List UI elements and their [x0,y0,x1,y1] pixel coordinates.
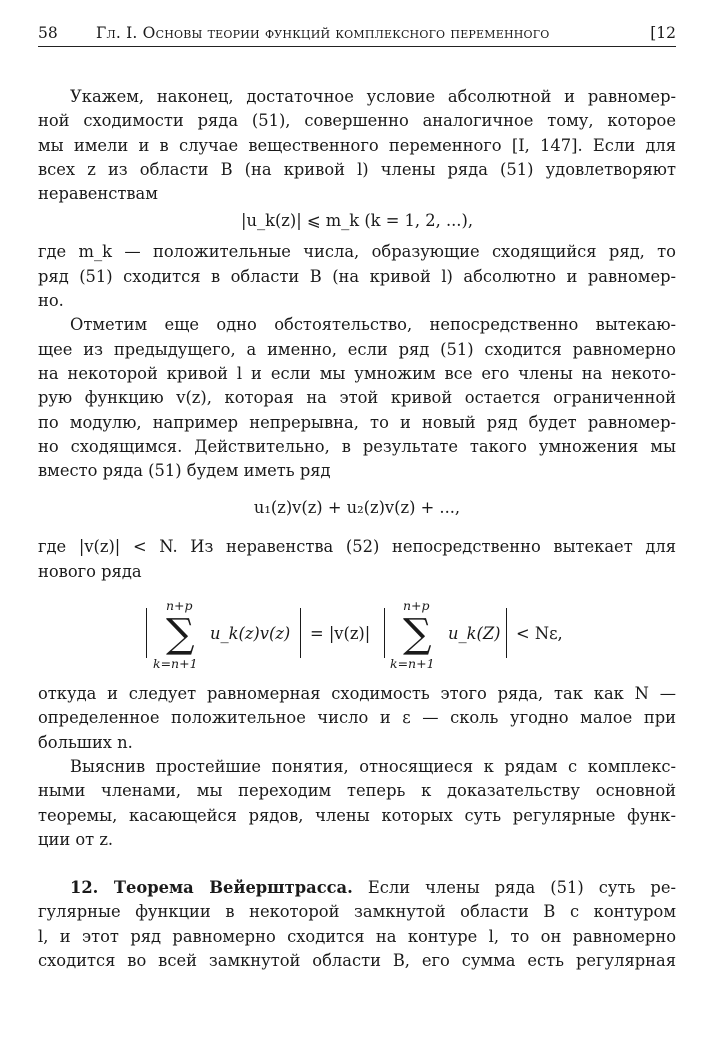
text-line: вместо ряда (51) будем иметь ряд [38,461,331,481]
section-heading: 12. Теорема Вейерштрасса. [70,878,353,898]
text-line: Выяснив простейшие понятия, относящиеся к рядам с комплекс- [70,756,676,776]
paragraph-3 [38,313,676,483]
sum-symbol: ∑ [166,611,195,658]
text-line: на некоторой кривой l и если мы умножим все его члены на некото- [38,363,676,383]
running-header [38,20,676,47]
formula-sum-estimate [38,588,676,680]
page-number: 58 [38,24,58,42]
text-line: но сходящимся. Действительно, в результате такого умножения мы [38,436,676,456]
section-12 [38,876,676,973]
paragraph-1 [38,85,676,206]
sum-lower-limit: k=n+1 [153,656,198,672]
sum-term: u_k(z)v(z) [210,624,291,644]
text-line: рую функцию v(z), которая на этой кривой остается ограниченной [38,388,676,408]
text-line: ной сходимости ряда (51), совершенно аналогичное тому, которое [38,111,676,131]
text-line: где |v(z)| < N. Из неравенства (52) непосредственно вытекает для [38,537,676,557]
text-line: Укажем, наконец, достаточное условие абсолютной и равномер- [70,87,676,106]
text-line: Отметим еще одно обстоятельство, непосредственно вытекаю- [70,315,676,335]
text-line: щее из предыдущего, а именно, если ряд (51) сходится равномерно [38,339,676,359]
paragraph-5 [38,682,676,755]
paragraph-2 [38,240,676,313]
section-first-line [38,876,676,900]
text-line: откуда и следует равномерная сходимость этого ряда, так как N — [38,684,676,704]
text-line: нового ряда [38,561,142,581]
abs-bar [300,608,301,658]
text-line: неравенствам [38,184,158,204]
formula-inequality: |u_k(z)| ⩽ m_k (k = 1, 2, ...), [240,211,474,231]
text-line: ряд (51) сходится в области B (на кривой l) абсолютно и равномер- [38,266,676,286]
text-line: определенное положительное число и ε — сколь угодно малое при [38,708,676,728]
page-body [38,85,676,973]
text-line: мы имели и в случае вещественного переменного [I, 147]. Если для [38,135,676,155]
sum-lower-limit: k=n+1 [390,656,435,672]
sum-upper-limit: n+p [166,598,193,614]
sum-symbol: ∑ [403,611,432,658]
text-line: гулярные функции в некоторой замкнутой области B с контуром [38,902,676,922]
sum-upper-limit: n+p [403,598,430,614]
text-fragment: Если члены ряда (51) суть ре- [367,878,676,898]
paragraph-4 [38,535,676,584]
abs-factor: = |v(z)| [310,624,371,644]
sum-term: u_k(Z) [448,624,501,644]
sum-bound: < Nε, [516,624,563,644]
text-line: ными членами, мы переходим теперь к доказательству основной [38,781,676,801]
text-line: теоремы, касающейся рядов, члены которых суть регулярные функ- [38,805,676,825]
abs-bar [146,608,147,658]
text-line: где m_k — положительные числа, образующие сходящийся ряд, то [38,242,676,262]
text-line: но. [38,291,64,311]
paragraph-6 [38,755,676,852]
text-line: l, и этот ряд равномерно сходится на контуре l, то он равномерно [38,926,676,946]
section-marker: [12 [650,24,676,42]
abs-bar [384,608,385,658]
text-line: сходится во всей замкнутой области B, его сумма есть регулярная [38,951,676,971]
abs-bar [506,608,507,658]
text-line: больших n. [38,732,133,752]
formula-series: u₁(z)v(z) + u₂(z)v(z) + ..., [253,498,461,518]
text-line: ции от z. [38,829,114,849]
text-line: по модулю, например непрерывна, то и новый ряд будет равномер- [38,412,676,432]
chapter-title: Гл. I. Основы теории функций комплексного переменного [96,24,550,42]
text-line: всех z из области B (на кривой l) члены ряда (51) удовлетворяют [38,159,676,179]
